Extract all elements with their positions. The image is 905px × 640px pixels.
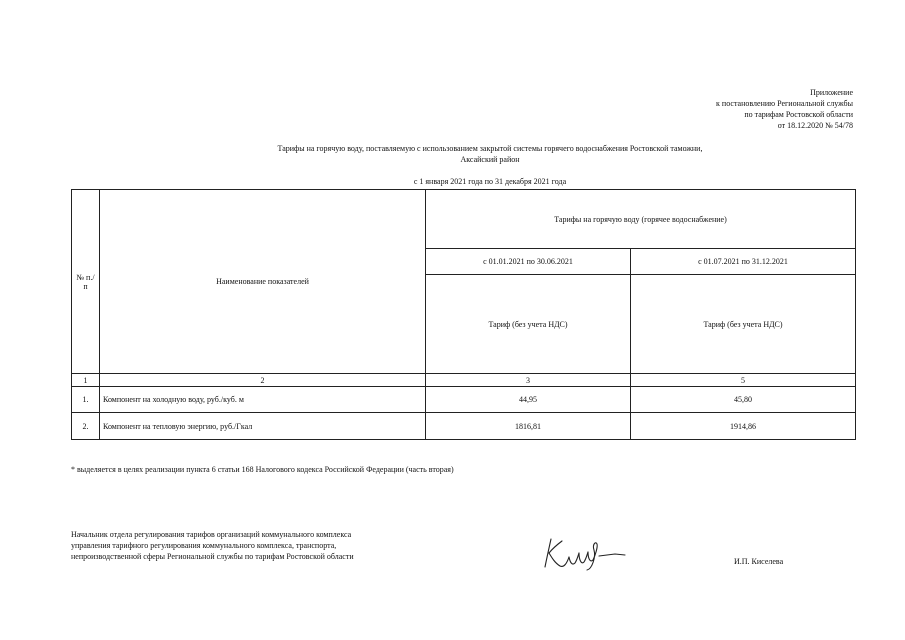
row-value-2: 1914,86 — [631, 413, 856, 440]
period1-header: с 01.01.2021 по 30.06.2021 — [426, 249, 631, 275]
row-value-1: 44,95 — [426, 387, 631, 413]
signature-image — [540, 532, 630, 572]
footnote: * выделяется в целях реализации пункта 6 статьи 168 Налогового кодекса Российской Федерации (часть вторая) — [71, 465, 454, 474]
appendix-header — [716, 87, 853, 131]
row-name: Компонент на тепловую энергию, руб./Гкал — [100, 413, 426, 440]
row-number: 2. — [72, 413, 100, 440]
tariff2-label: Тариф (без учета НДС) — [631, 275, 856, 374]
title-line-2: Аксайский район — [460, 155, 520, 164]
index-cell: 1 — [72, 374, 100, 387]
index-cell: 3 — [426, 374, 631, 387]
col-number-header: № п./п — [72, 190, 100, 374]
table-row — [72, 413, 856, 440]
signatory-title-line: управления тарифного регулирования коммунального комплекса, транспорта, — [71, 541, 337, 550]
row-value-1: 1816,81 — [426, 413, 631, 440]
index-cell: 2 — [100, 374, 426, 387]
appendix-line: Приложение — [810, 88, 853, 97]
col-name-header: Наименование показателей — [100, 190, 426, 374]
signatory-name: И.П. Киселева — [734, 557, 784, 566]
appendix-line: от 18.12.2020 № 54/78 — [777, 121, 853, 130]
period-text: с 1 января 2021 года по 31 декабря 2021 года — [413, 177, 567, 186]
tariff-table — [71, 189, 856, 440]
document-title — [0, 143, 905, 165]
table-row — [72, 387, 856, 413]
period2-header: с 01.07.2021 по 31.12.2021 — [631, 249, 856, 275]
index-cell: 5 — [631, 374, 856, 387]
appendix-line: по тарифам Ростовской области — [744, 110, 853, 119]
title-line-1: Тарифы на горячую воду, поставляемую с использованием закрытой системы горячего водоснабжения Ростовской таможни, — [277, 144, 703, 153]
row-name: Компонент на холодную воду, руб./куб. м — [100, 387, 426, 413]
index-row — [72, 374, 856, 387]
signatory-title-line: непроизводственной сферы Региональной службы по тарифам Ростовской области — [71, 552, 354, 561]
signatory-title — [71, 529, 354, 562]
row-number: 1. — [72, 387, 100, 413]
signatory-title-line: Начальник отдела регулирования тарифов организаций коммунального комплекса — [71, 530, 352, 539]
handwritten-signature — [540, 532, 630, 574]
row-value-2: 45,80 — [631, 387, 856, 413]
appendix-line: к постановлению Региональной службы — [716, 99, 853, 108]
tariff1-label: Тариф (без учета НДС) — [426, 275, 631, 374]
tariff-group-header: Тарифы на горячую воду (горячее водоснабжение) — [426, 190, 856, 249]
